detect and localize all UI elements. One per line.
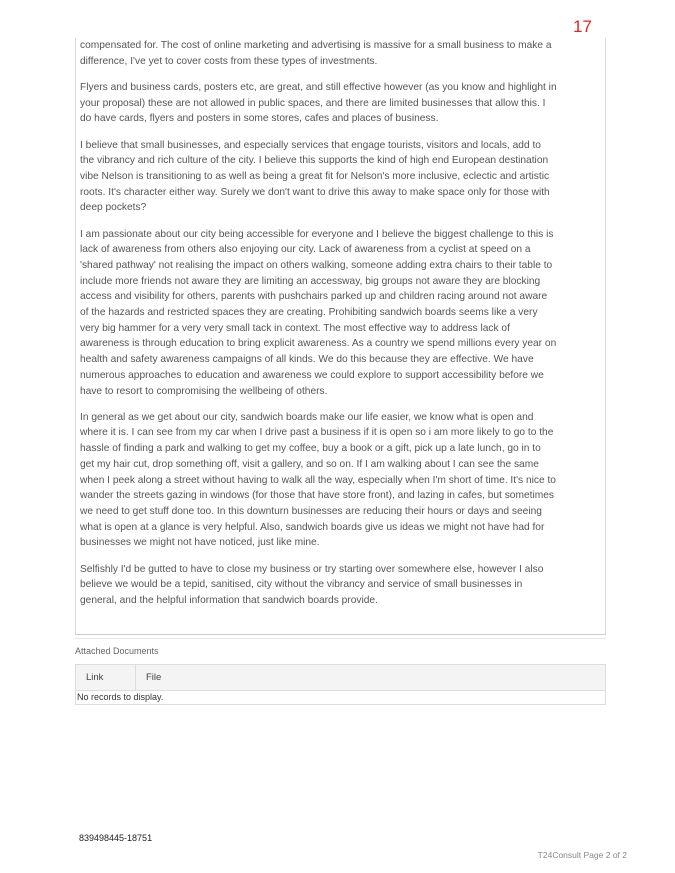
panel-bottom-divider	[75, 634, 606, 639]
attached-documents-title: Attached Documents	[75, 646, 159, 656]
paragraph-4: I am passionate about our city being accessible for everyone and I believe the biggest challenge to this is lack of awareness from others also enjoying our city. Lack of awareness from a cyclist at speed on a 'shared pathway' not realising the impact on others walking, someone adding extra chairs to their table to include more friends not aware they are limiting an accessway, big groups not aware they are blocking access and visibility for others, parents with pushchairs parked up and children racing around not aware of the hazards and restricted spaces they are creating. Prohibiting sandwich boards seems like a very very big hammer for a very very small tack in context. The most effective way to address lack of awareness is through education to bring explicit awareness. As a country we spend millions every year on health and safety awareness campaigns of all kinds. We do this because they are effective. We have numerous approaches to education and awareness we could explore to support accessibility before we have to resort to compromising the wellbeing of others.	[80, 228, 557, 397]
table-header-row	[76, 665, 605, 691]
footer-source: T24Consult	[537, 850, 582, 860]
paragraph-1: compensated for. The cost of online marketing and advertising is massive for a small business to make a difference, I've yet to cover costs from these types of investments.	[80, 40, 552, 67]
submission-text	[80, 38, 557, 619]
paragraph-5: In general as we get about our city, sandwich boards make our life easier, we know what is open and where it is. I can see from my car when I drive past a business if it is open so i am more likely to go to the hassle of finding a park and walking to get my coffee, buy a book or a gift, pick up a late lunch, go in to get my hair cut, drop something off, visit a gallery, and so on. If I am walking about I can see the same when I peek along a street without having to walk all the way, especially when I'm short of time. It's nice to wander the streets gazing in windows (for those that have store front), and lazing in cafes, but sometimes we need to get stuff done too. In this downturn businesses are reducing their hours or days and seeing what is open at a glance is very helpful. Also, sandwich boards give us ideas we might not have had for businesses we might not have noticed, just like mine.	[80, 411, 556, 549]
column-header-file[interactable]: File	[146, 672, 162, 683]
paragraph-3: I believe that small businesses, and especially services that engage tourists, visitors and locals, add to the vibrancy and rich culture of the city. I believe this supports the kind of high end European destination vibe Nelson is transitioning to as well as being a great fit for Nelson's more inclusive, eclectic and artistic roots. It's character either way. Surely we don't want to drive this away to make space only for those with deep pockets?	[80, 139, 550, 214]
submission-id: 839498445-18751	[79, 833, 153, 843]
paragraph-2: Flyers and business cards, posters etc, are great, and still effective however (as you know and highlight in your proposal) these are not allowed in public spaces, and there are limited businesses that allow this. I do have cards, flyers and posters in some stores, cafes and places of business.	[80, 81, 557, 125]
attached-documents-table	[75, 664, 606, 705]
empty-records-message: No records to display.	[77, 692, 164, 702]
page-number: 17	[573, 17, 592, 36]
paragraph-6: Selfishly I'd be gutted to have to close my business or try starting over somewhere else, however I also believe we would be a tepid, sanitised, city without the vibrancy and service of small businesses in general, and the helpful information that sandwich boards provide.	[80, 563, 544, 606]
footer-page-info	[538, 850, 627, 860]
submission-text-panel	[75, 38, 606, 634]
column-header-link[interactable]: Link	[76, 665, 136, 690]
footer-page-label: Page 2 of 2	[583, 850, 627, 860]
